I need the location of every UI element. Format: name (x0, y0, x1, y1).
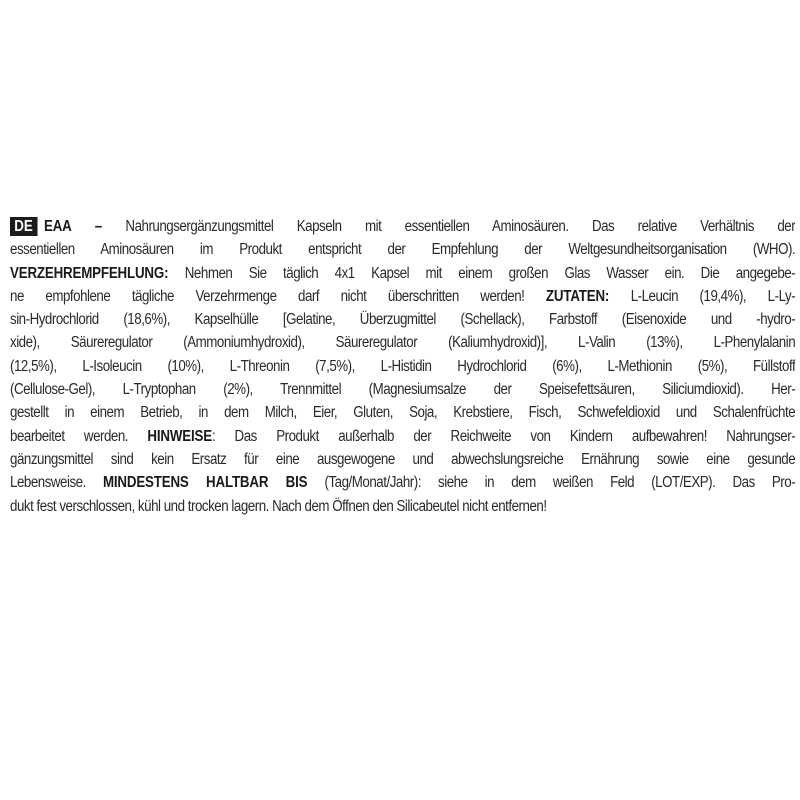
text-line-5: sin-Hydrochlorid (18,6%), Kapselhülle [Gelatine, Überzugmittel (Schellack), Farbstoff (Eisenoxide und -hydro- (10, 311, 796, 329)
allergen-text-cont: bearbeitet werden. (10, 427, 148, 445)
dosage-text: Nehmen Sie täglich 4x1 Kapsel mit einem großen Glas Wasser ein. Die angegebe- (168, 264, 796, 282)
language-badge: DE (10, 217, 37, 236)
text-line-13: dukt fest verschlossen, kühl und trocken lagern. Nach dem Öffnen den Silicabeutel nicht entfernen! (10, 497, 547, 515)
text-line-10 (10, 425, 795, 448)
best-before-heading: MINDESTENS HALTBAR BIS (102, 474, 308, 492)
text-line-3 (10, 262, 795, 285)
text-line-4 (10, 285, 795, 308)
text-line-12 (10, 471, 795, 494)
text-line-8: (Cellulose-Gel), L-Tryptophan (2%), Trennmittel (Magnesiumsalze der Speisefettsäuren, Siliciumdioxid). Her- (10, 381, 796, 399)
best-before-text: (Tag/Monat/Jahr): siehe in dem weißen Feld (LOT/EXP). Das Pro- (307, 474, 796, 492)
product-name: EAA – (44, 218, 103, 235)
ingredients-heading: ZUTATEN: (545, 287, 610, 305)
text-line-7: (12,5%), L-Isoleucin (10%), L-Threonin (7,5%), L-Histidin Hydrochlorid (6%), L-Methionin (5%), Füllstoff (10, 357, 796, 375)
label-text-block (10, 215, 795, 518)
notes-heading: HINWEISE (147, 427, 212, 445)
dosage-text-cont: ne empfohlene tägliche Verzehrmenge darf nicht überschritten werden! (10, 287, 546, 305)
text-line-6: xide), Säureregulator (Ammoniumhydroxid), Säureregulator (Kaliumhydroxid)], L-Valin (13%), L-Phenylalanin (10, 334, 796, 352)
notes-text-cont: Lebensweise. (10, 474, 103, 492)
text-line-11: gänzungsmittel sind kein Ersatz für eine ausgewogene und abwechslungsreiche Ernährung sowie eine gesunde (10, 450, 796, 468)
intro-text: Nahrungsergänzungsmittel Kapseln mit essentiellen Aminosäuren. Das relative Verhältnis der (102, 218, 796, 235)
text-line-2: essentiellen Aminosäuren im Produkt entspricht der Empfehlung der Weltgesundheitsorganisation (WHO). (10, 241, 796, 259)
text-line-9: gestellt in einem Betrieb, in dem Milch, Eier, Gluten, Soja, Krebstiere, Fisch, Schwefeldioxid und Schalenfrüchte (10, 404, 796, 422)
text-line-1 (10, 215, 795, 238)
notes-text: : Das Produkt außerhalb der Reichweite von Kindern aufbewahren! Nahrungser- (211, 427, 796, 445)
dosage-heading: VERZEHREMPFEHLUNG: (10, 264, 169, 282)
ingredients-text: L-Leucin (19,4%), L-Ly- (609, 287, 796, 305)
